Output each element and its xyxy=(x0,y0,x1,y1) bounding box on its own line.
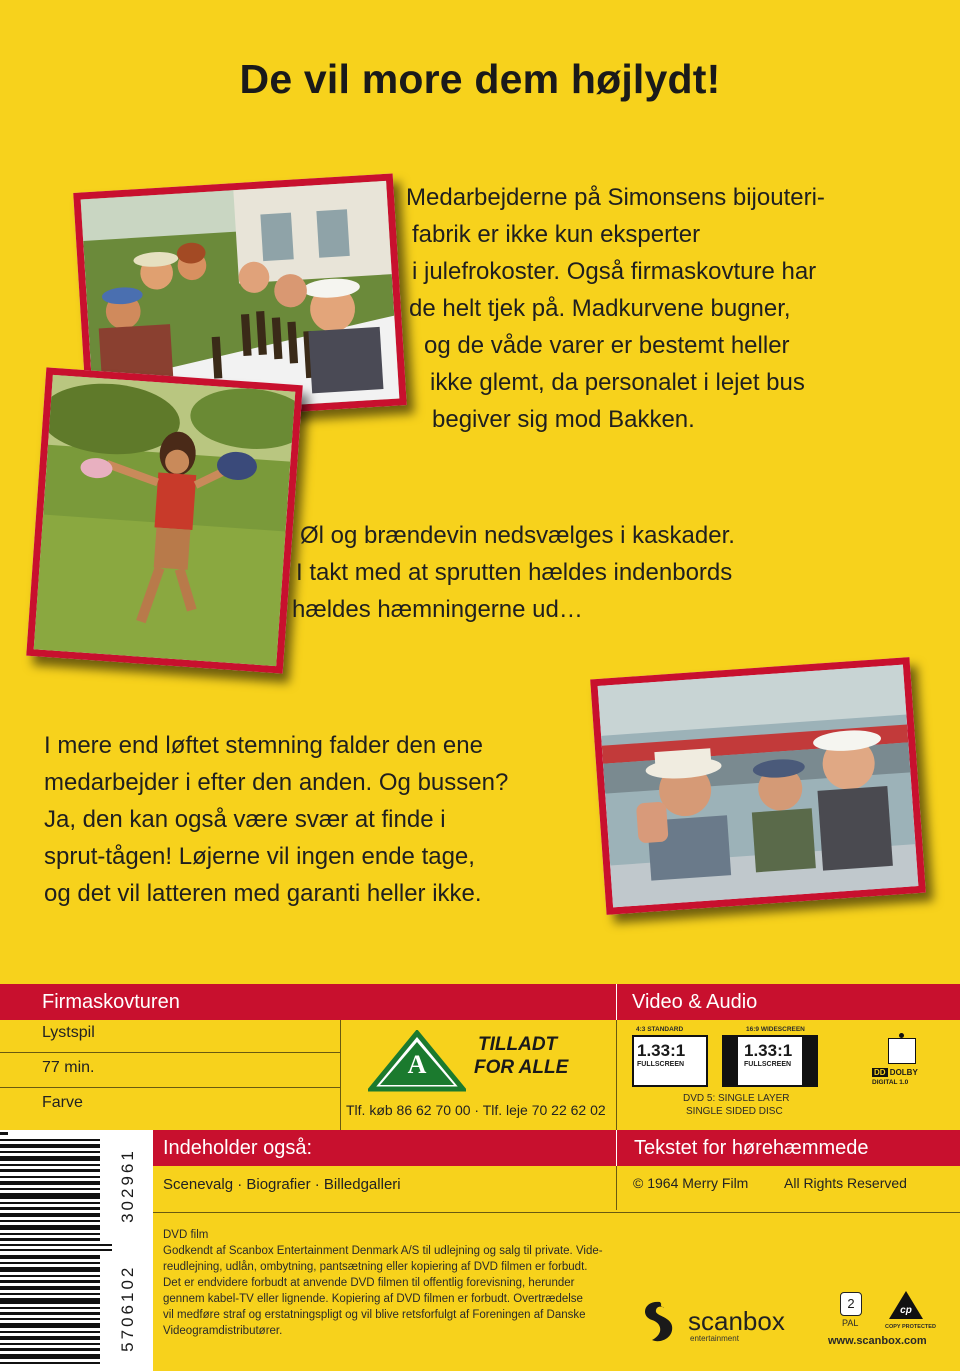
intro-line: Medarbejderne på Simonsens bijouteri- xyxy=(406,184,825,211)
standard-type: FULLSCREEN xyxy=(637,1061,685,1068)
color-format: Farve xyxy=(42,1094,83,1111)
wide-ratio: 1.33:1 xyxy=(744,1041,793,1060)
extras-list: Scenevalg · Biografier · Billedgalleri xyxy=(163,1176,401,1193)
dolby-sub: DIGITAL 1.0 xyxy=(872,1079,909,1086)
disc-type-1: DVD 5: SINGLE LAYER xyxy=(683,1093,790,1104)
wide-type: FULLSCREEN xyxy=(744,1061,792,1068)
legal-line: Videogramdistributører. xyxy=(163,1325,283,1337)
barcode xyxy=(0,1130,153,1371)
legal-line: reudlejning, udlån, ombytning, pantsætning eller kopiering af DVD filmen er forbudt. xyxy=(163,1261,588,1273)
lower-line: medarbejder i efter den anden. Og bussen? xyxy=(44,769,509,796)
photo-bar xyxy=(590,657,926,915)
photo-meadow xyxy=(26,367,303,673)
fullscreen-wide-box xyxy=(722,1035,818,1087)
extras-header: Indeholder også: xyxy=(163,1137,313,1159)
brand-sub: entertainment xyxy=(690,1334,739,1343)
video-audio-header: Video & Audio xyxy=(632,991,758,1013)
extras-header-bar xyxy=(153,1130,960,1166)
lower-line: sprut-tågen! Løjerne vil ingen ende tage, xyxy=(44,843,475,870)
dolby-logo xyxy=(872,1068,918,1087)
cp-mark: cp xyxy=(900,1305,912,1316)
subtitles-header: Tekstet for hørehæmmede xyxy=(634,1137,869,1159)
genre: Lystspil xyxy=(42,1024,95,1041)
rating-text-2: FOR ALLE xyxy=(474,1057,569,1078)
legal-line: Det er endvidere forbudt at anvende DVD filmen til offentlig forevisning, herunder xyxy=(163,1277,575,1289)
pal-label: PAL xyxy=(842,1318,859,1328)
intro-line: fabrik er ikke kun eksperter xyxy=(412,221,701,248)
info-header-bar xyxy=(0,984,960,1020)
legal-line: vil medføre straf og erstatningspligt og vil blive retsforfulgt af Foreningen af Danske xyxy=(163,1309,586,1321)
standard-ratio: 1.33:1 xyxy=(637,1041,686,1060)
lower-line: og det vil latteren med garanti heller ikke. xyxy=(44,880,482,907)
middle-line: I takt med at sprutten hældes indenbords xyxy=(296,559,733,586)
speaker-icon xyxy=(888,1038,916,1064)
rights: All Rights Reserved xyxy=(784,1175,907,1191)
legal-line: DVD film xyxy=(163,1229,209,1241)
intro-line: de helt tjek på. Madkurvene bugner, xyxy=(409,295,791,322)
legal-line: gennem kabel-TV eller lignende. Kopiering af DVD filmen er forbudt. Overtrædelse xyxy=(163,1293,583,1305)
phone-numbers: Tlf. køb 86 62 70 00 · Tlf. leje 70 22 62 02 xyxy=(346,1102,606,1118)
intro-line: i julefrokoster. Også firmaskovture har xyxy=(412,258,817,285)
region-icon xyxy=(840,1292,862,1316)
runtime: 77 min. xyxy=(42,1059,95,1076)
dolby-double-d-icon: DD xyxy=(874,1068,886,1077)
legal-line: Godkendt af Scanbox Entertainment Denmark A/S til udlejning og salg til private. Vide- xyxy=(163,1245,603,1257)
copyright: © 1964 Merry Film xyxy=(633,1175,749,1191)
fullscreen-standard-box xyxy=(632,1035,708,1087)
middle-line: Øl og brændevin nedsvælges i kaskader. xyxy=(300,522,735,549)
brand-name: scanbox xyxy=(688,1306,785,1336)
intro-line: begiver sig mod Bakken. xyxy=(432,406,695,433)
page-title: De vil more dem højlydt! xyxy=(239,56,721,102)
barcode-digits: 5706102 302961 xyxy=(118,1148,137,1352)
region-code: 2 xyxy=(847,1296,855,1311)
wide-label: 16:9 WIDESCREEN xyxy=(746,1026,805,1033)
disc-type-2: SINGLE SIDED DISC xyxy=(686,1106,783,1117)
film-title: Firmaskovturen xyxy=(42,991,180,1013)
website[interactable]: www.scanbox.com xyxy=(828,1335,927,1347)
dolby-brand: DOLBY xyxy=(889,1068,918,1077)
lower-line: Ja, den kan også være svær at finde i xyxy=(44,806,446,833)
rating-letter: A xyxy=(407,1050,427,1079)
intro-line: ikke glemt, da personalet i lejet bus xyxy=(430,369,805,396)
lower-line: I mere end løftet stemning falder den ene xyxy=(44,732,483,759)
intro-line: og de våde varer er bestemt heller xyxy=(424,332,790,359)
middle-line: hældes hæmningerne ud… xyxy=(292,596,583,623)
rating-text-1: TILLADT xyxy=(478,1034,558,1055)
scanbox-swan-icon xyxy=(630,1296,682,1348)
standard-label: 4:3 STANDARD xyxy=(636,1026,684,1033)
cp-label: COPY PROTECTED xyxy=(885,1324,936,1330)
